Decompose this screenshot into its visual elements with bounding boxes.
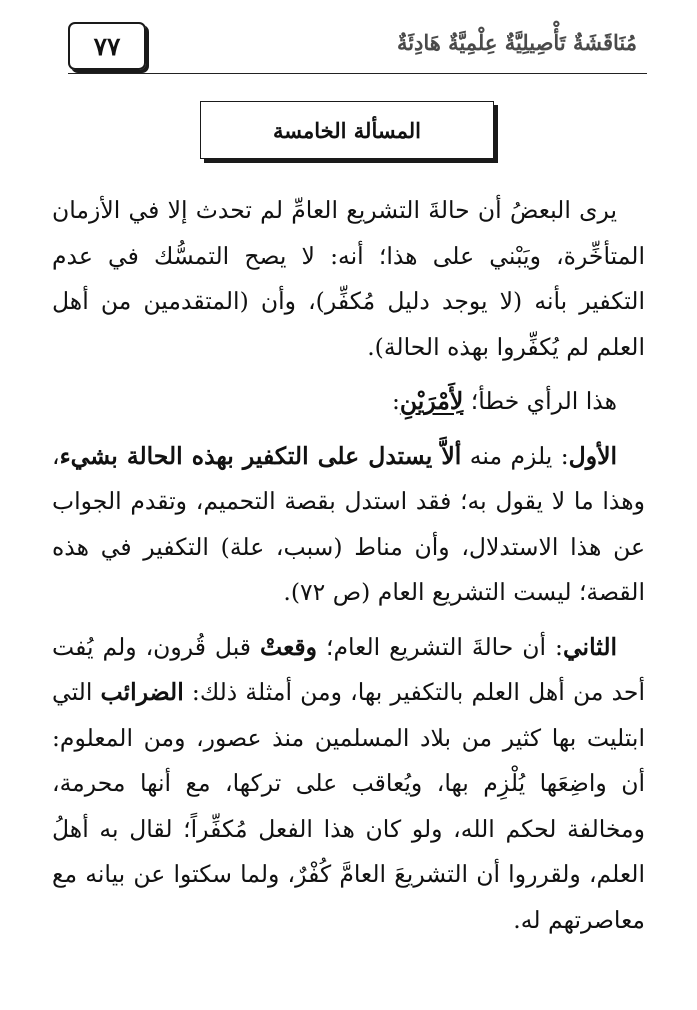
paragraph-3-emphasis: ألاَّ يستدل على التكفير بهذه الحالة بشيء bbox=[59, 441, 462, 470]
paragraph-3-label: الأول bbox=[568, 441, 617, 470]
section-heading-box bbox=[200, 101, 494, 159]
paragraph-4-text-a: : أن حالةَ التشريع العام؛ bbox=[325, 632, 563, 661]
paragraph-3 bbox=[52, 434, 645, 616]
paragraph-4-text-c: التي ابتليت بها كثير من بلاد المسلمين منذ عصور، ومن المعلوم: أن واضِعَها يُلْزِم بها، ويُعاقب على تركها، مع أنها محرمة، ومخالفة لحكم الله، ولو كان هذا الفعل مُكفِّراً؛ لقال به أهلُ العلم، ولقرروا أن التشريعَ العامَّ كُفْرٌ، ولما سكتوا عن بيانه مع معاصرتهم له. bbox=[52, 678, 645, 934]
body-text bbox=[52, 188, 645, 943]
header-divider bbox=[68, 73, 647, 74]
section-heading: المسألة الخامسة bbox=[273, 117, 421, 143]
page-number bbox=[68, 22, 146, 70]
paragraph-3-text-a: : يلزم منه bbox=[469, 441, 569, 470]
paragraph-1 bbox=[52, 188, 645, 370]
paragraph-4 bbox=[52, 625, 645, 944]
page-number-text: ٧٧ bbox=[93, 31, 121, 61]
paragraph-4-emphasis-2: الضرائب bbox=[100, 678, 184, 706]
paragraph-4-emphasis: وقعتْ bbox=[260, 632, 318, 661]
paragraph-2-text: هذا الرأي خطأ؛ bbox=[470, 387, 617, 415]
paragraph-2-emphasis: لِأَمْرَيْنِ bbox=[399, 387, 464, 415]
running-title: مُنَاقَشَةٌ تَأْصِيلِيَّةٌ عِلْمِيَّةٌ هَادِئَةٌ bbox=[396, 30, 637, 55]
paragraph-4-label: الثاني bbox=[562, 632, 618, 661]
paragraph-4-text-b: قبل قُرون، ولم يُفت أحد من أهل العلم بالتكفير بها، ومن أمثلة ذلك: bbox=[52, 632, 645, 706]
paragraph-1-text: يرى البعضُ أن حالةَ التشريع العامِّ لم تحدث إلا في الأزمان المتأخِّرة، ويَبْني على هذا؛ أنه: لا يصح التمسُّك في عدم التكفير بأنه (لا يوجد دليل مُكفِّر)، وأن (المتقدمين من أهل العلم لم يُكفِّروا بهذه الحالة). bbox=[52, 196, 645, 361]
paragraph-2 bbox=[52, 379, 645, 425]
paragraph-3-text-b: ، وهذا ما لا يقول به؛ فقد استدل بقصة التحميم، وتقدم الجواب عن هذا الاستدلال، وأن مناط (سبب، علة) التكفير في هذه القصة؛ ليست التشريع العام (ص ٧٢). bbox=[52, 441, 645, 606]
paragraph-2-end: : bbox=[391, 387, 400, 415]
